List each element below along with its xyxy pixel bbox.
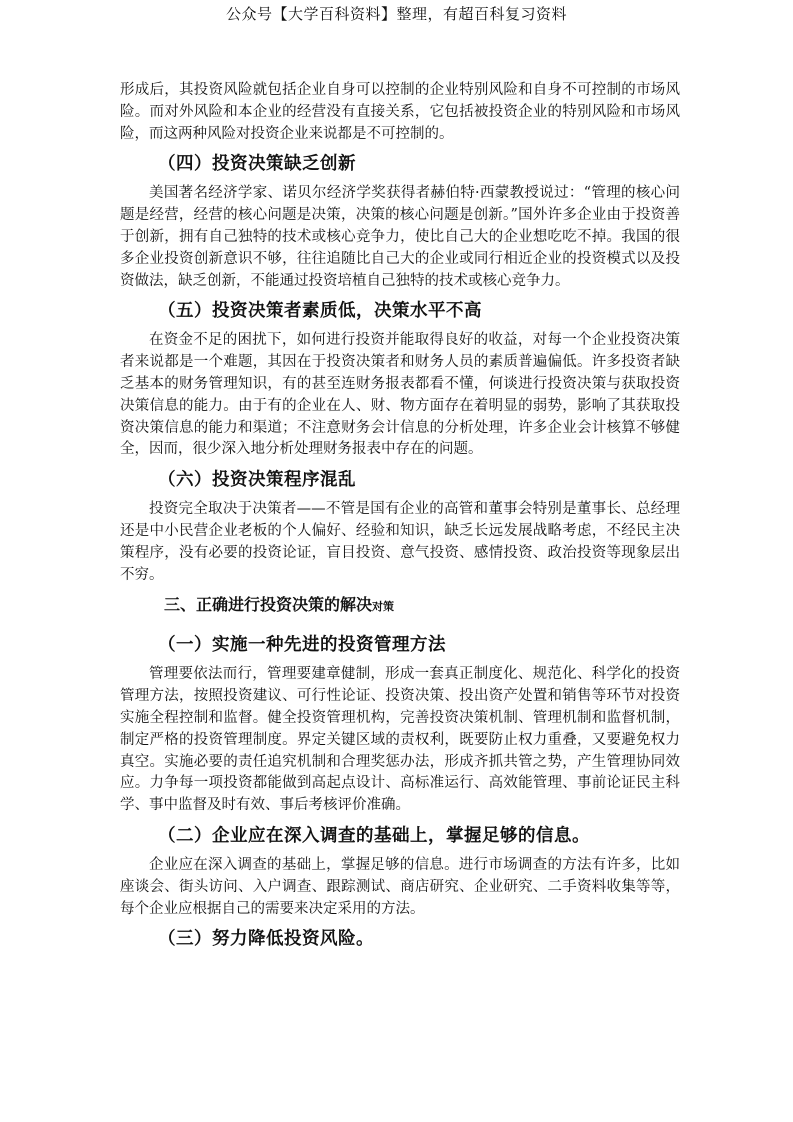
paragraph-management-method: 管理要依法而行，管理要建章健制，形成一套真正制度化、规范化、科学化的投资管理方法，按照投资建议、可行性论证、投资决策、投出资产处置和销售等环节对投资实施全程控制和监督。健全投资管理机构，完善投资决策机制、管理机制和监督机制，制定严格的投资管理制度。界定关键区域的责权利，既要防止权力重叠，又要避免权力真空。实施必要的责任追究机制和合理奖惩办法，形成齐抓共管之势，产生管理协同效应。力争每一项投资都能做到高起点设计、高标准运行、高效能管理、事前论证民主科学、事中监督及时有效、事后考核评价准确。 — [120, 666, 680, 814]
paragraph-decision-procedure: 投资完全取决于决策者——不管是国有企业的高管和董事会特别是董事长、总经理还是中小民营企业老板的个人偏好、经验和知识，缺乏长远发展战略考虑，不经民主决策程序，没有必要的投资论证，盲目投资、意气投资、感情投资、政治投资等现象层出不穷。 — [120, 501, 680, 583]
paragraph-decision-maker-quality: 在资金不足的困扰下，如何进行投资并能取得良好的收益，对每一个企业投资决策者来说都是一个难题，其因在于投资决策者和财务人员的素质普遍偏低。许多投资者缺乏基本的财务管理知识，有的甚至连财务报表都看不懂，何谈进行投资决策与获取投资决策信息的能力。由于有的企业在人、财、物方面存在着明显的弱势，影响了其获取投资决策信息的能力和渠道；不注意财务会计信息的分析处理，许多企业会计核算不够健全，因而，很少深入地分析处理财务报表中存在的问题。 — [120, 332, 680, 458]
section-heading-solutions — [120, 590, 680, 622]
heading-reduce-risk: （三）努力降低投资风险。 — [158, 929, 374, 950]
page-header: 公众号【大学百科资料】整理，有超百科复习资料 — [225, 5, 567, 23]
paragraph-innovation: 美国著名经济学家、诺贝尔经济学奖获得者赫伯特·西蒙教授说过：“管理的核心问题是经营，经营的核心问题是决策，决策的核心问题是创新。”国外许多企业由于投资善于创新，拥有自己独特的技术或核心竞争力，使比自己大的企业想吃吃不掉。我国的很多企业投资创新意识不够，往往追随比自己大的企业或同行相近企业的投资模式以及投资做法，缺乏创新，不能通过投资培植自己独特的技术或核心竞争力。 — [120, 185, 680, 289]
section-heading-main: 三、正确进行投资决策的解决 — [164, 595, 373, 615]
paragraph-intro: 形成后，其投资风险就包括企业自身可以控制的企业特别风险和自身不可控制的市场风险。而对外风险和本企业的经营没有直接关系，它包括被投资企业的特别风险和市场风险，而这两种风险对投资企业来说都是不可控制的。 — [120, 82, 680, 142]
paragraph-investigation: 企业应在深入调查的基础上，掌握足够的信息。进行市场调查的方法有许多，比如座谈会、街头访问、入户调查、跟踪测试、商店研究、企业研究、二手资料收集等等，每个企业应根据自己的需要来决定采用的方法。 — [120, 856, 680, 917]
heading-investigation: （二）企业应在深入调查的基础上，掌握足够的信息。 — [158, 825, 590, 846]
heading-decision-procedure: （六）投资决策程序混乱 — [158, 470, 356, 491]
heading-management-method: （一）实施一种先进的投资管理方法 — [158, 635, 446, 656]
section-heading-tail: 对策 — [372, 600, 395, 614]
heading-investment-innovation: （四）投资决策缺乏创新 — [158, 154, 356, 175]
document-body — [120, 80, 680, 954]
heading-decision-maker-quality: （五）投资决策者素质低，决策水平不高 — [158, 301, 482, 322]
